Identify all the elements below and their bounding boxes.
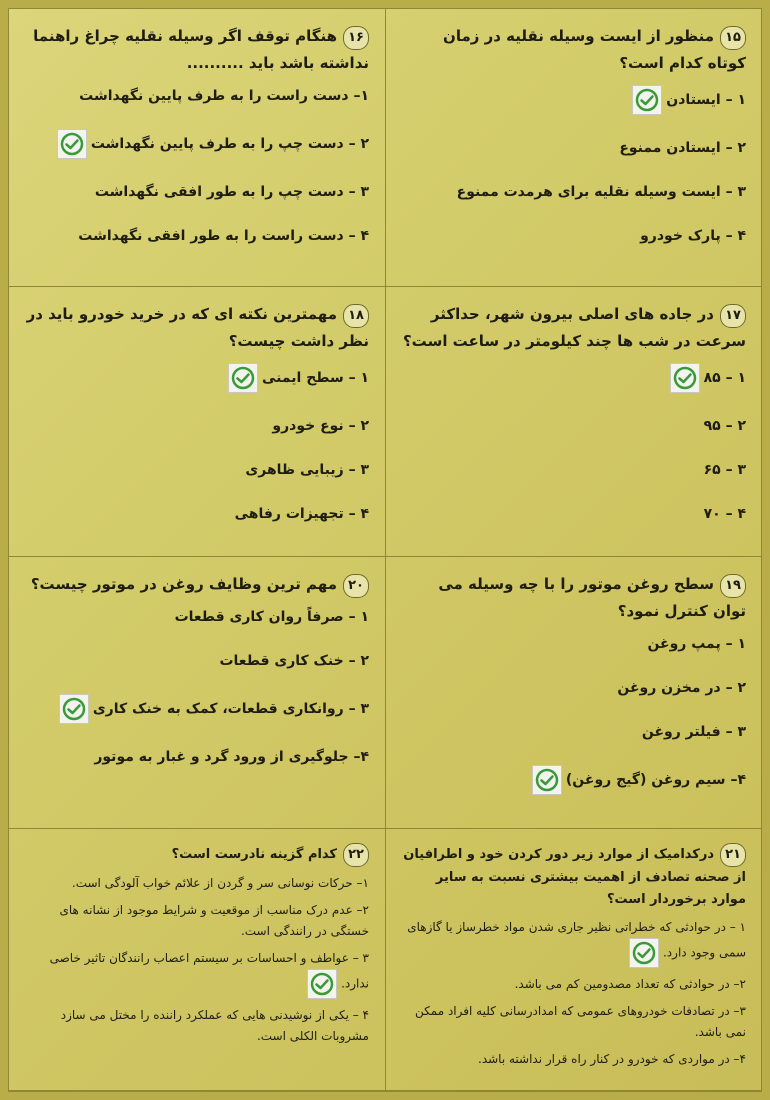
question-label: منظور از ایست وسیله نقلیه در زمان کوتاه کدام است؟ [443, 27, 746, 72]
question-text [402, 843, 746, 911]
option-label: ۱ – ۸۵ [703, 370, 746, 386]
options-list [402, 363, 746, 525]
option-label: ۴ – ۷۰ [703, 506, 746, 522]
option-1[interactable] [25, 873, 369, 894]
question-cell-q17 [386, 287, 762, 557]
option-label: ۱ – در حوادثی که خطراتی نظیر جاری شدن مواد خطرساز یا گازهای سمی وجود دارد. [407, 920, 746, 960]
option-2[interactable] [25, 129, 369, 159]
check-circle-icon [629, 938, 659, 968]
check-circle-icon [532, 765, 562, 795]
option-label: ۳ – فیلتر روغن [641, 724, 746, 740]
option-4[interactable] [25, 225, 369, 247]
question-number: ۱۸ [343, 304, 369, 328]
option-2[interactable] [25, 900, 369, 942]
question-text [402, 301, 746, 355]
question-label: درکدامیک از موارد زیر دور کردن خود و اطرافیان از صحنه تصادف از اهمیت بیشتری نسبت به سایر موارد برخوردار است؟ [403, 847, 746, 907]
answer-sheet [8, 8, 762, 1092]
option-label: ۱ – پمپ روغن [647, 636, 746, 652]
option-label: ۴– در مواردی که خودرو در کنار راه قرار نداشته باشد. [478, 1052, 746, 1066]
option-2[interactable] [402, 137, 746, 159]
options-list [25, 873, 369, 1047]
question-cell-q20 [9, 557, 386, 829]
option-label: ۲ – ۹۵ [703, 418, 746, 434]
option-2[interactable] [402, 677, 746, 699]
option-4[interactable] [25, 1005, 369, 1047]
question-number: ۱۹ [720, 574, 746, 598]
check-circle-icon [307, 969, 337, 999]
option-label: ۴ – پارک خودرو [640, 228, 746, 244]
option-4[interactable] [402, 225, 746, 247]
check-circle-icon [59, 694, 89, 724]
option-3[interactable] [402, 459, 746, 481]
option-2[interactable] [402, 974, 746, 995]
option-label: ۴– جلوگیری از ورود گرد و غبار به موتور [94, 749, 369, 765]
option-1[interactable] [402, 85, 746, 115]
question-number: ۲۲ [343, 843, 369, 867]
question-grid [9, 9, 761, 1091]
option-2[interactable] [25, 650, 369, 672]
question-number: ۱۶ [343, 26, 369, 50]
option-label: ۳ – ایست وسیله نقلیه برای هرمدت ممنوع [456, 184, 746, 200]
question-text [402, 23, 746, 77]
option-label: ۳ – زیبایی ظاهری [245, 462, 369, 478]
option-3[interactable] [25, 181, 369, 203]
option-label: ۳ – دست چپ را به طور افقی نگهداشت [94, 184, 369, 200]
question-cell-q16 [9, 9, 386, 287]
option-label: ۱ – ایستادن [666, 92, 746, 108]
question-cell-q18 [9, 287, 386, 557]
option-3[interactable] [25, 948, 369, 999]
option-4[interactable] [25, 503, 369, 525]
question-label: مهم ترین وظایف روغن در موتور چیست؟ [30, 575, 337, 593]
option-label: ۲– عدم درک مناسب از موقعیت و شرایط موجود از نشانه های خستگی در رانندگی است. [59, 903, 369, 938]
option-label: ۲ – در مخزن روغن [617, 680, 746, 696]
option-4[interactable] [402, 503, 746, 525]
option-label: ۴ – دست راست را به طور افقی نگهداشت [78, 228, 369, 244]
option-3[interactable] [402, 1001, 746, 1043]
option-label: ۲ – خنک کاری قطعات [219, 653, 369, 669]
check-circle-icon [632, 85, 662, 115]
question-label: در جاده های اصلی بیرون شهر، حداکثر سرعت در شب ها چند کیلومتر در ساعت است؟ [402, 305, 746, 350]
option-4[interactable] [25, 746, 369, 768]
check-circle-icon [228, 363, 258, 393]
option-label: ۴ – یکی از نوشیدنی هایی که عملکرد راننده را مختل می سازد مشروبات الکلی است. [60, 1008, 369, 1043]
option-1[interactable] [402, 363, 746, 393]
option-label: ۲ – ایستادن ممنوع [619, 140, 746, 156]
option-label: ۴– سیم روغن (گیج روغن) [565, 772, 746, 788]
question-cell-q22 [9, 829, 386, 1091]
option-2[interactable] [402, 415, 746, 437]
option-3[interactable] [25, 459, 369, 481]
options-list [25, 363, 369, 525]
options-list [25, 85, 369, 247]
option-3[interactable] [402, 721, 746, 743]
question-cell-q21 [386, 829, 762, 1091]
option-3[interactable] [402, 181, 746, 203]
option-1[interactable] [25, 606, 369, 628]
question-text [25, 301, 369, 355]
question-label: سطح روغن موتور را با چه وسیله می توان کنترل نمود؟ [438, 575, 746, 620]
check-circle-icon [670, 363, 700, 393]
option-label: ۲ – دست چپ را به طرف پایین نگهداشت [90, 136, 369, 152]
option-3[interactable] [25, 694, 369, 724]
option-1[interactable] [402, 633, 746, 655]
question-label: هنگام توقف اگر وسیله نقلیه چراغ راهنما نداشته باشد باید .......... [33, 27, 369, 72]
option-label: ۱– حرکات نوسانی سر و گردن از علائم خواب آلودگی است. [71, 876, 369, 890]
options-list [402, 85, 746, 247]
option-label: ۳ – روانکاری قطعات، کمک به خنک کاری [92, 701, 369, 717]
option-label: ۱ – سطح ایمنی [262, 370, 369, 386]
option-label: ۳– در تصادفات خودروهای عمومی که امدادرسانی کلیه افراد ممکن نمی باشد. [415, 1004, 746, 1039]
question-text [25, 571, 369, 598]
question-number: ۱۵ [720, 26, 746, 50]
option-label: ۴ – تجهیزات رفاهی [234, 506, 369, 522]
option-label: ۱ – صرفاً روان کاری قطعات [174, 609, 369, 625]
option-1[interactable] [25, 85, 369, 107]
question-label: مهمترین نکته ای که در خرید خودرو باید در نظر داشت چیست؟ [26, 305, 369, 350]
option-label: ۲– در حوادثی که تعداد مصدومین کم می باشد. [514, 977, 746, 991]
question-text [402, 571, 746, 625]
question-cell-q15 [386, 9, 762, 287]
question-text [25, 23, 369, 77]
question-number: ۲۱ [720, 843, 746, 867]
option-label: ۲ – نوع خودرو [272, 418, 369, 434]
options-list [402, 633, 746, 795]
option-4[interactable] [402, 765, 746, 795]
question-number: ۲۰ [343, 574, 369, 598]
question-cell-q19 [386, 557, 762, 829]
option-label: ۱– دست راست را به طرف پایین نگهداشت [79, 88, 369, 104]
question-label: کدام گزینه نادرست است؟ [171, 847, 337, 862]
options-list [402, 917, 746, 1070]
check-circle-icon [57, 129, 87, 159]
option-label: ۳ – عواطف و احساسات بر سیستم اعصاب رانندگان تاثیر خاصی ندارد. [49, 951, 369, 991]
option-4[interactable] [402, 1049, 746, 1070]
option-2[interactable] [25, 415, 369, 437]
question-text [25, 843, 369, 867]
question-number: ۱۷ [720, 304, 746, 328]
options-list [25, 606, 369, 768]
option-1[interactable] [25, 363, 369, 393]
option-label: ۳ – ۶۵ [703, 462, 746, 478]
option-1[interactable] [402, 917, 746, 968]
